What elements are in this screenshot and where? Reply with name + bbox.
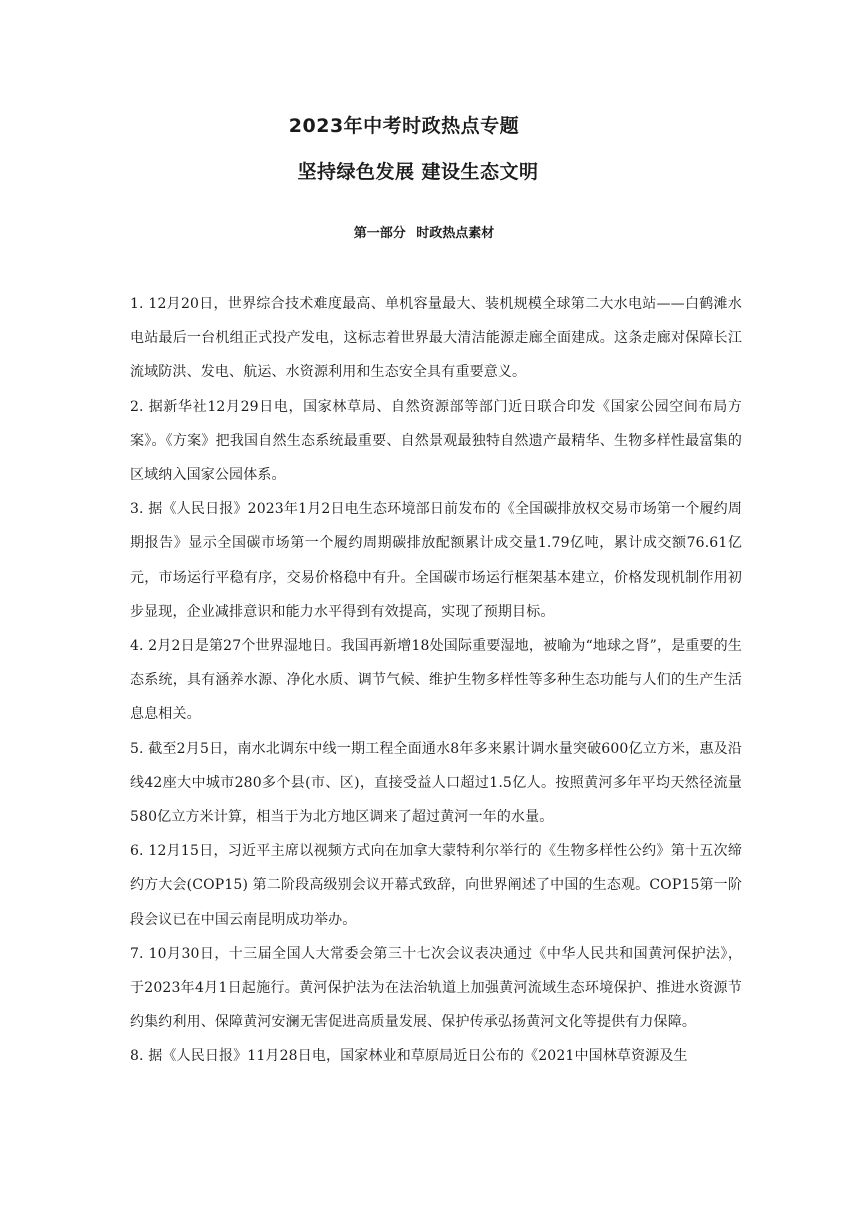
news-item-8: 8. 据《人民日报》11月28日电，国家林业和草原局近日公布的《2021中国林草资源及生 (130, 1048, 688, 1065)
news-item-4: 4. 2月2日是第27个世界湿地日。我国再新增18处国际重要湿地，被喻为“地球之肾”，是重要的生态系统，具有涵养水源、净化水质、调节气候、维护生物多样性等多种生态功能与人们的生产生活息息相关。 (130, 638, 742, 723)
news-item-3: 3. 据《人民日报》2023年1月2日电生态环境部日前发布的《全国碳排放权交易市场第一个履约周期报告》显示全国碳市场第一个履约周期碳排放配额累计成交量1.79亿吨，累计成交额76.61亿元，市场运行平稳有序，交易价格稳中有升。全国碳市场运行框架基本建立，价格发现机制作用初步显现，企业减排意识和能力水平得到有效提高，实现了预期目标。 (130, 501, 742, 620)
document-subtitle: 坚持绿色发展 建设生态文明 (297, 161, 539, 183)
news-item-list (130, 287, 742, 1074)
news-item-7: 7. 10月30日，十三届全国人大常委会第三十七次会议表决通过《中华人民共和国黄河保护法》，于2023年4月1日起施行。黄河保护法为在法治轨道上加强黄河流域生态环境保护、推进水资源节约集约利用、保障黄河安澜无害促进高质量发展、保护传承弘扬黄河文化等提供有力保障。 (130, 945, 742, 1031)
news-item-5: 5. 截至2月5日，南水北调东中线一期工程全面通水8年多来累计调水量突破600亿立方米，惠及沿线42座大中城市280多个县(市、区)，直接受益人口超过1.5亿人。按照黄河多年平均天然径流量580亿立方米计算，相当于为北方地区调来了超过黄河一年的水量。 (130, 740, 742, 826)
news-item-6: 6. 12月15日，习近平主席以视频方式向在加拿大蒙特利尔举行的《生物多样性公约》第十五次缔约方大会(COP15) 第二阶段高级别会议开幕式致辞，向世界阐述了中国的生态观。COP15第一阶段会议已在中国云南昆明成功举办。 (130, 843, 742, 928)
news-item-1: 1. 12月20日，世界综合技术难度最高、单机容量最大、装机规模全球第二大水电站——白鹤滩水电站最后一台机组正式投产发电，这标志着世界最大清洁能源走廊全面建成。这条走廊对保障长江流域防洪、发电、航运、水资源利用和生态安全具有重要意义。 (130, 296, 742, 381)
news-item-2: 2. 据新华社12月29日电，国家林草局、自然资源部等部门近日联合印发《国家公园空间布局方案》。《方案》把我国自然生态系统最重要、自然景观最独特自然遗产最精华、生物多样性最富集的区域纳入国家公园体系。 (130, 398, 742, 484)
section-heading: 第一部分 时政热点素材 (353, 226, 495, 241)
document-title: 2023年中考时政热点专题 (288, 115, 520, 137)
